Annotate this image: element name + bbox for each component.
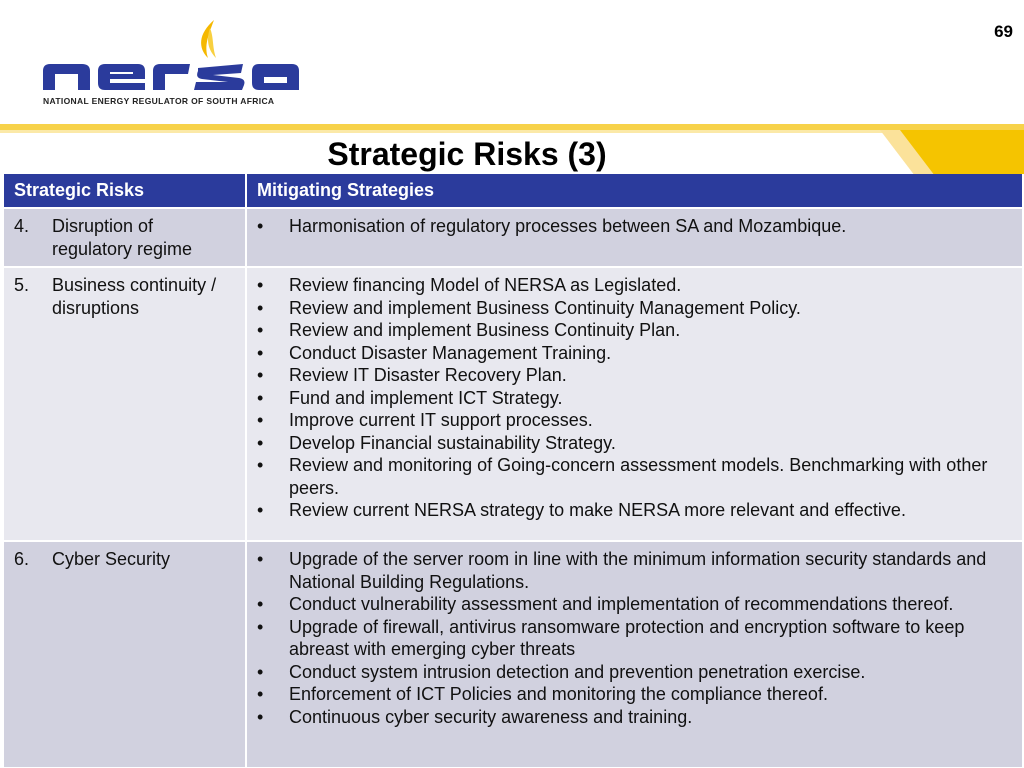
strategy-item: • Improve current IT support processes.	[257, 410, 593, 430]
risk-number: 4.	[14, 216, 30, 236]
strategy-item: • Conduct vulnerability assessment and implementation of recommendations thereof.	[257, 594, 954, 614]
risk-title: Disruption of regulatory regime	[52, 216, 193, 259]
strategy-item: • Upgrade of firewall, antivirus ransomware protection and encryption software to keep abreast with emerging cyber threats	[257, 616, 965, 659]
strategy-item: • Review financing Model of NERSA as Legislated.	[257, 275, 682, 295]
strategy-item: • Review and implement Business Continuity Management Policy.	[257, 297, 801, 318]
strategy-item: • Conduct system intrusion detection and prevention penetration exercise.	[257, 661, 866, 682]
strategy-item: • Conduct Disaster Management Training.	[257, 342, 612, 363]
risk-cell	[4, 208, 246, 267]
strategy-list	[257, 548, 1012, 728]
table-row	[4, 267, 1023, 541]
page-title: Strategic Risks (3)	[327, 136, 607, 172]
column-header-strategic-risks: Strategic Risks	[4, 174, 246, 208]
strategy-item: • Upgrade of the server room in line with the minimum information security standards and National Building Regulations.	[257, 549, 987, 592]
strategy-item: • Fund and implement ICT Strategy.	[257, 387, 563, 408]
strategic-risks-table	[4, 174, 1024, 767]
strategy-item: • Enforcement of ICT Policies and monitoring the compliance thereof.	[257, 684, 828, 704]
strategy-item: • Develop Financial sustainability Strategy.	[257, 432, 616, 453]
strategy-item: • Review and implement Business Continuity Plan.	[257, 320, 681, 340]
logo-caption: NATIONAL ENERGY REGULATOR OF SOUTH AFRICA	[43, 96, 275, 106]
column-header-mitigating-strategies: Mitigating Strategies	[246, 174, 1023, 208]
strategies-cell	[246, 541, 1023, 767]
strategy-list	[257, 274, 1012, 522]
risk-cell	[4, 541, 246, 767]
risk-title: Business continuity / disruptions	[52, 275, 217, 318]
page-number: 69	[994, 22, 1013, 41]
table-header-row	[4, 174, 1023, 208]
nersa-logo	[38, 18, 308, 110]
strategy-item: • Harmonisation of regulatory processes between SA and Mozambique.	[257, 216, 847, 236]
strategies-cell	[246, 208, 1023, 267]
risk-title: Cyber Security	[52, 549, 171, 569]
strategies-cell	[246, 267, 1023, 541]
risk-number: 6.	[14, 549, 30, 569]
strategy-item: • Review IT Disaster Recovery Plan.	[257, 365, 567, 385]
strategy-item: • Continuous cyber security awareness and training.	[257, 706, 693, 727]
strategy-list	[257, 215, 1012, 238]
strategy-item: • Review current NERSA strategy to make NERSA more relevant and effective.	[257, 500, 906, 520]
table-row	[4, 541, 1023, 767]
table-row	[4, 208, 1023, 267]
nersa-wordmark	[38, 18, 308, 96]
risk-cell	[4, 267, 246, 541]
strategy-item: • Review and monitoring of Going-concern assessment models. Benchmarking with other peers.	[257, 455, 988, 498]
risk-number: 5.	[14, 275, 30, 295]
